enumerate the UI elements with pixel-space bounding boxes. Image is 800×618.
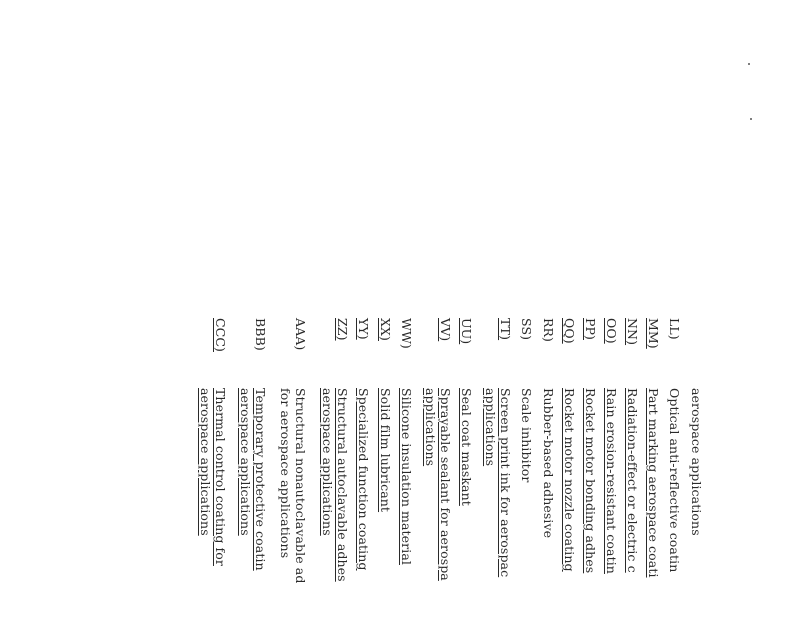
item-label: VV) bbox=[438, 318, 453, 342]
item-label: QQ) bbox=[562, 318, 577, 344]
item-text: Rocket motor bonding adhes bbox=[583, 388, 598, 574]
item-label: OO) bbox=[604, 318, 619, 344]
item-label: WW) bbox=[399, 318, 414, 349]
continuation-text: aerospace applications bbox=[689, 388, 704, 536]
item-text: Silicone insulation material bbox=[399, 388, 414, 565]
item-text: Scale inhibitor bbox=[519, 388, 534, 483]
item-label: MM) bbox=[646, 318, 661, 349]
item-text: Temporary protective coatin bbox=[253, 388, 268, 571]
item-label: ZZ) bbox=[335, 318, 350, 341]
item-text: Sprayable sealant for aerospa bbox=[438, 388, 453, 581]
item-text: Solid film lubricant bbox=[378, 388, 393, 513]
item-label: BBB) bbox=[253, 318, 268, 351]
item-label: LL) bbox=[667, 318, 682, 340]
item-label: CCC) bbox=[213, 318, 228, 352]
item-text: Screen print ink for aerospac bbox=[498, 388, 513, 578]
item-text: Rocket motor nozzle coating bbox=[562, 388, 577, 572]
scan-speck bbox=[750, 118, 752, 120]
item-text: Optical anti-reflective coatin bbox=[667, 388, 682, 573]
item-text: Rubber-based adhesive bbox=[541, 388, 556, 539]
item-text: Rain erosion-resistant coatin bbox=[604, 388, 619, 574]
item-label: NN) bbox=[625, 318, 640, 346]
item-text-continuation: aerospace applications bbox=[238, 388, 253, 536]
item-label: XX) bbox=[378, 318, 393, 341]
item-label: YY) bbox=[356, 318, 371, 340]
item-text: Radiation-effect or electric c bbox=[625, 388, 640, 573]
item-text: Structural nonautoclavable ad bbox=[293, 388, 308, 584]
item-label: AAA) bbox=[293, 318, 308, 351]
item-text: Thermal control coating for bbox=[213, 388, 228, 566]
scan-speck bbox=[748, 63, 750, 65]
item-text-continuation: aerospace applications bbox=[320, 388, 335, 536]
item-label: PP) bbox=[583, 318, 598, 340]
item-text-continuation: aerospace applications bbox=[198, 388, 213, 536]
item-label: UU) bbox=[459, 318, 474, 345]
item-text: Specialized function coating bbox=[356, 388, 371, 571]
item-label: TT) bbox=[498, 318, 513, 341]
item-text-continuation: applications bbox=[423, 388, 438, 467]
item-text: Structural autoclavable adhes bbox=[335, 388, 350, 582]
item-text-continuation: for aerospace applications bbox=[278, 388, 293, 559]
item-label: SS) bbox=[519, 318, 534, 341]
rotated-text-block bbox=[94, 318, 704, 618]
item-text: Seal coat maskant bbox=[459, 388, 474, 506]
item-label: RR) bbox=[541, 318, 556, 342]
item-text-continuation: applications bbox=[483, 388, 498, 467]
item-text: Part marking aerospace coati bbox=[646, 388, 661, 578]
